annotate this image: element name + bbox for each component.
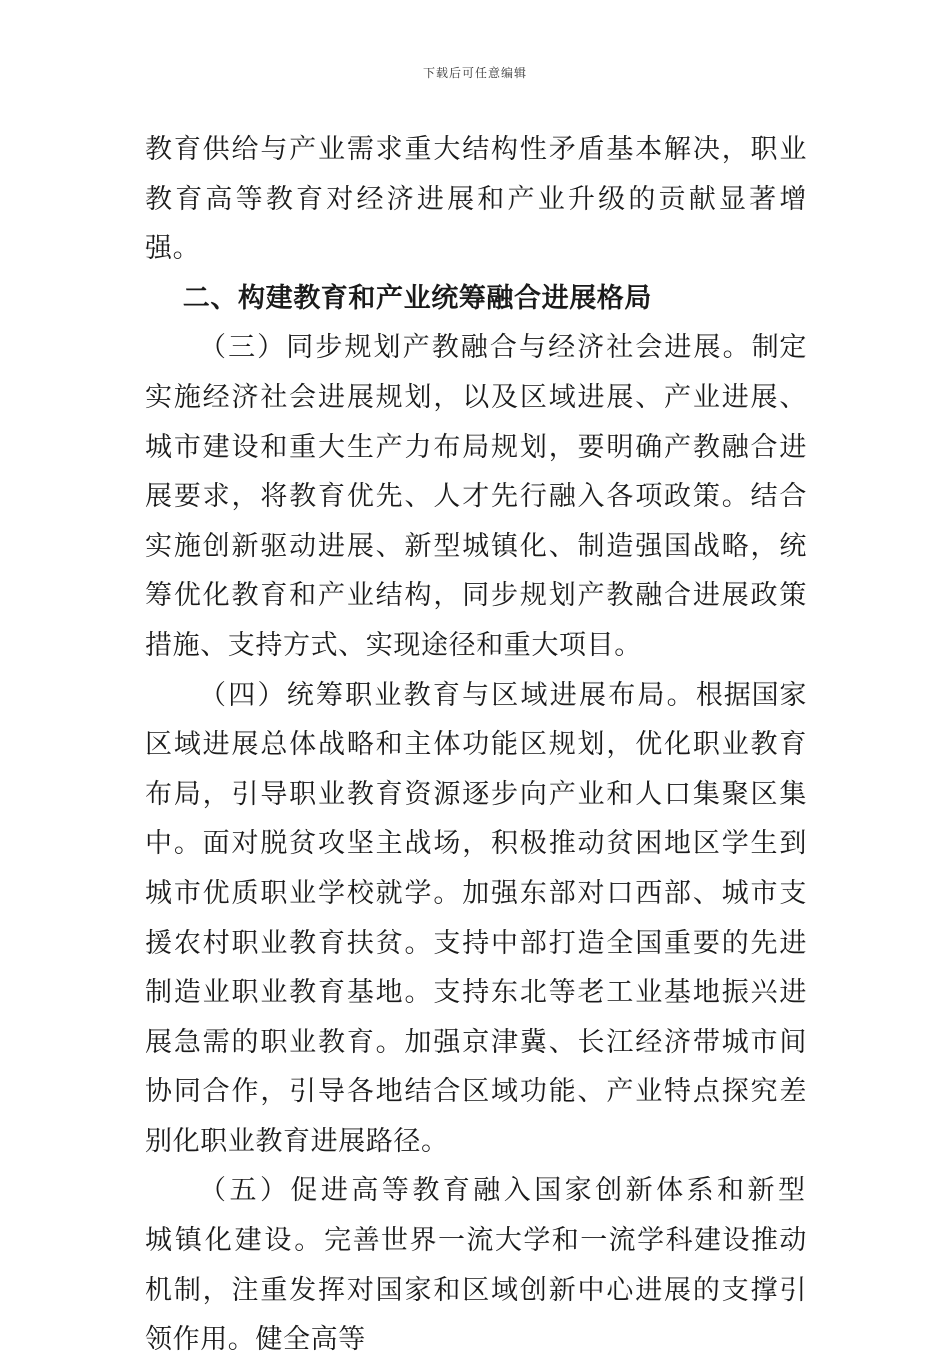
- document-body: [145, 125, 807, 1365]
- paragraph-four-body: 根据国家区域进展总体战略和主体功能区规划，优化职业教育布局，引导职业教育资源逐步向产业和人口集聚区集中。面对脱贫攻坚主战场，积极推动贫困地区学生到城市优质职业学校就学。加强东部对口西部、城市支援农村职业教育扶贫。支持中部打造全国重要的先进制造业职业教育基地。支持东北等老工业基地振兴进展急需的职业教育。加强京津冀、长江经济带城市间协同合作，引导各地结合区域功能、产业特点探究差别化职业教育进展路径。: [145, 679, 807, 1157]
- page-header: 下载后可任意编辑: [422, 66, 527, 80]
- paragraph-continued: 教育供给与产业需求重大结构性矛盾基本解决，职业教育高等教育对经济进展和产业升级的贡献显著增强。: [145, 134, 807, 265]
- paragraph-four-lead: （四）统筹职业教育与区域进展布局。: [199, 679, 696, 711]
- paragraph-three: [145, 323, 807, 670]
- paragraph-three-lead: （三）同步规划产教融合与经济社会进展。: [199, 332, 752, 364]
- section-heading: 二、构建教育和产业统筹融合进展格局: [182, 282, 652, 314]
- paragraph-five-body: 完善世界一流大学和一流学科建设推动机制，注重发挥对国家和区域创新中心进展的支撑引领作用。健全高等: [145, 1225, 808, 1356]
- paragraph-three-body: 制定实施经济社会进展规划，以及区域进展、产业进展、城市建设和重大生产力布局规划，要明确产教融合进展要求，将教育优先、人才先行融入各项政策。结合实施创新驱动进展、新型城镇化、制造强国战略，统筹优化教育和产业结构，同步规划产教融合进展政策措施、支持方式、实现途径和重大项目。: [145, 332, 808, 661]
- paragraph-four: [145, 671, 807, 1167]
- paragraph-five: [145, 1166, 807, 1364]
- paragraph-five-lead: （五）促进高等教育融入国家创新体系和新型城镇化建设。: [145, 1175, 807, 1257]
